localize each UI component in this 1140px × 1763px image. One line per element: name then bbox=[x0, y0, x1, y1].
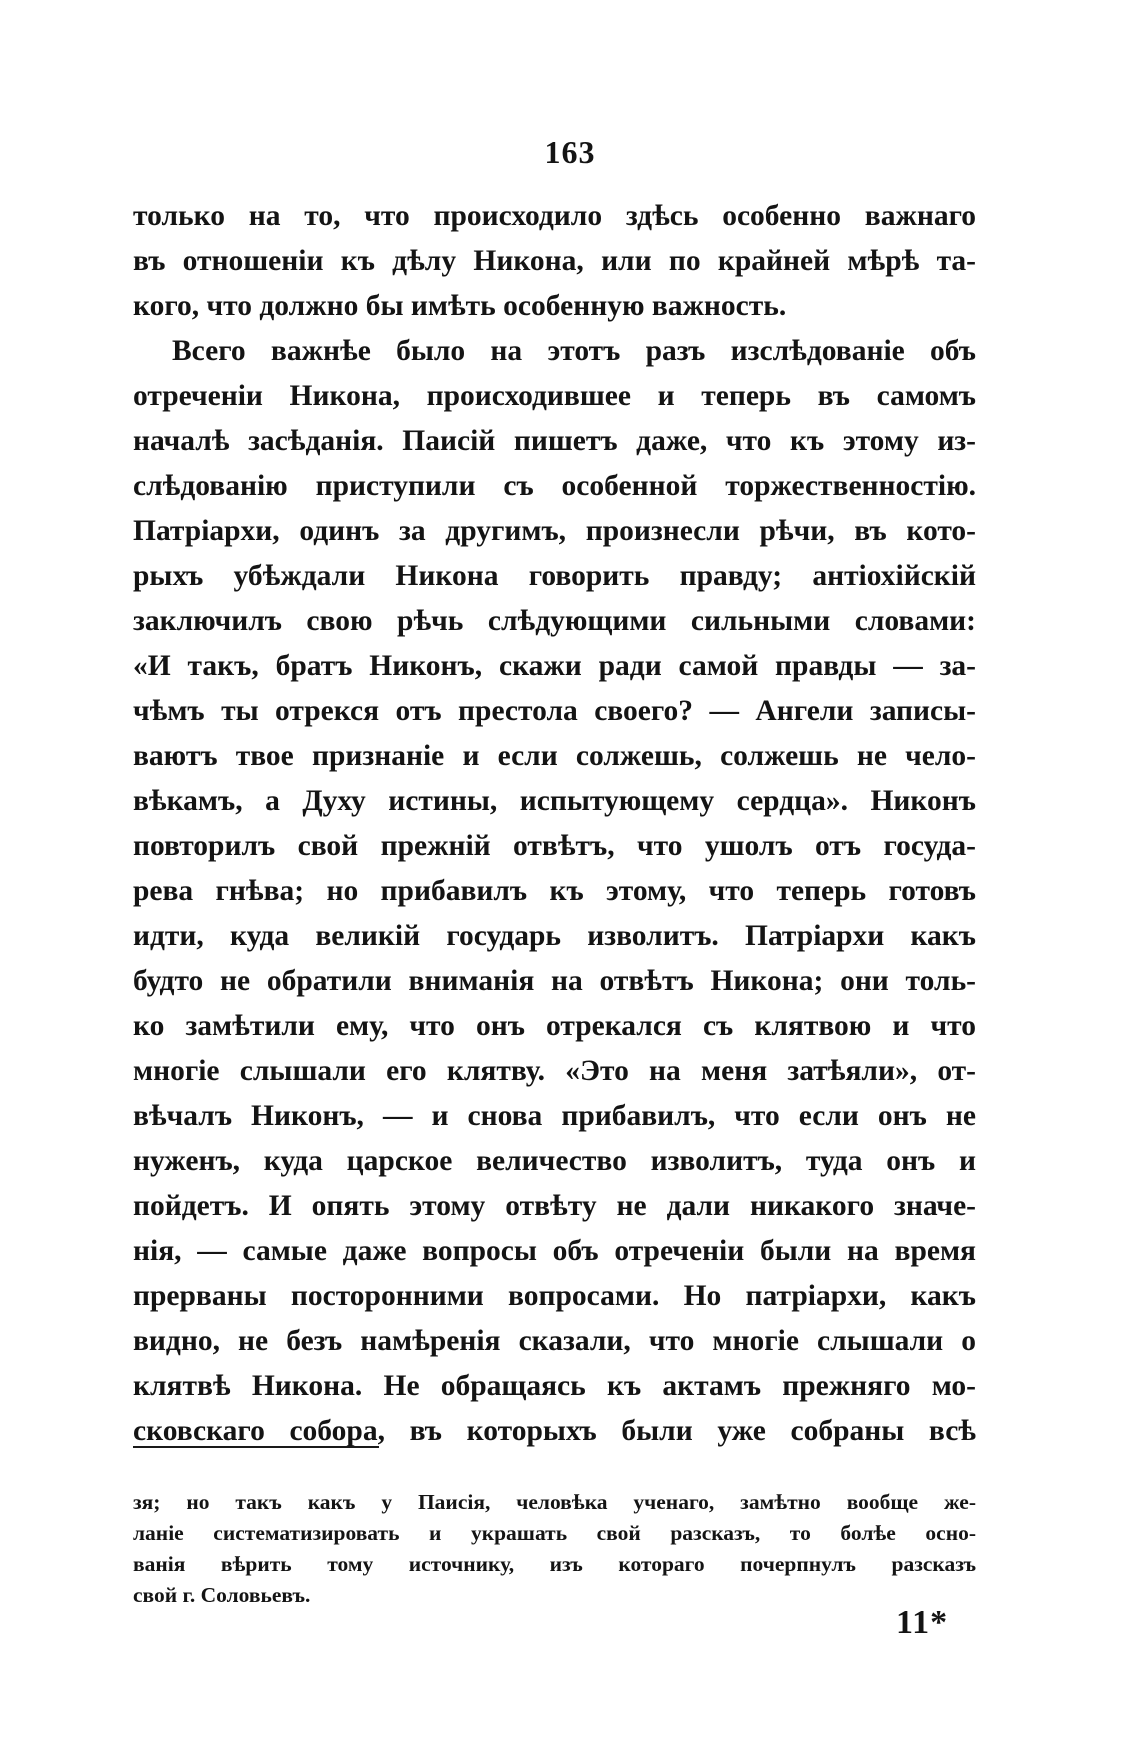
body-line: повторилъ свой прежній отвѣтъ, что ушолъ отъ госуда- bbox=[133, 830, 976, 862]
body-line: началѣ засѣданія. Паисій пишетъ даже, что къ этому из- bbox=[133, 425, 976, 457]
body-line: нуженъ, куда царское величество изволитъ, туда онъ и bbox=[133, 1145, 976, 1177]
body-line: нія, — самые даже вопросы объ отреченіи были на время bbox=[133, 1235, 976, 1267]
body-line: рыхъ убѣждали Никона говорить правду; антіохійскій bbox=[133, 560, 976, 592]
signature-mark: 11* bbox=[896, 1604, 949, 1641]
body-line: идти, куда великій государь изволитъ. Патріархи какъ bbox=[133, 920, 976, 952]
body-line: ваютъ твое признаніе и если солжешь, солжешь не чело- bbox=[133, 740, 976, 772]
body-line: въ отношеніи къ дѣлу Никона, или по крайней мѣрѣ та- bbox=[133, 245, 976, 277]
body-line: отреченіи Никона, происходившее и теперь въ самомъ bbox=[133, 380, 976, 412]
page-number: 163 bbox=[544, 134, 596, 170]
body-line: сковскаго собора, въ которыхъ были уже собраны всѣ bbox=[133, 1415, 976, 1447]
footnote-line: ванія вѣрить тому источнику, изъ котораго почерпнулъ разсказъ bbox=[133, 1552, 976, 1576]
body-line: клятвѣ Никона. Не обращаясь къ актамъ прежняго мо- bbox=[133, 1370, 976, 1402]
footnote-line: ланіе систематизировать и украшать свой разсказъ, то болѣе осно- bbox=[133, 1521, 976, 1545]
body-line: чѣмъ ты отрекся отъ престола своего? — Ангели записы- bbox=[133, 695, 976, 727]
body-line: Всего важнѣе было на этотъ разъ изслѣдованіе объ bbox=[172, 335, 976, 367]
body-line: ко замѣтили ему, что онъ отрекался съ клятвою и что bbox=[133, 1010, 976, 1042]
body-line: «И такъ, братъ Никонъ, скажи ради самой правды — за- bbox=[133, 650, 976, 682]
body-line: слѣдованію приступили съ особенной торжественностію. bbox=[133, 470, 976, 502]
footnote-line: зя; но такъ какъ у Паисія, человѣка ученаго, замѣтно вообще же- bbox=[133, 1490, 976, 1514]
body-line: вѣкамъ, а Духу истины, испытующему сердца». Никонъ bbox=[133, 785, 976, 817]
body-line: кого, что должно бы имѣть особенную важность. bbox=[133, 290, 787, 322]
body-line: будто не обратили вниманія на отвѣтъ Никона; они толь- bbox=[133, 965, 976, 997]
body-line: вѣчалъ Никонъ, — и снова прибавилъ, что если онъ не bbox=[133, 1100, 976, 1132]
body-line: многіе слышали его клятву. «Это на меня затѣяли», от- bbox=[133, 1055, 976, 1087]
body-line: видно, не безъ намѣренія сказали, что многіе слышали о bbox=[133, 1325, 976, 1357]
footnote-divider bbox=[133, 1446, 379, 1448]
body-line: только на то, что происходило здѣсь особенно важнаго bbox=[133, 200, 976, 232]
body-line: рева гнѣва; но прибавилъ къ этому, что теперь готовъ bbox=[133, 875, 976, 907]
footnote-line: свой г. Соловьевъ. bbox=[133, 1583, 311, 1607]
body-line: прерваны посторонними вопросами. Но патріархи, какъ bbox=[133, 1280, 976, 1312]
body-line: пойдетъ. И опять этому отвѣту не дали никакого значе- bbox=[133, 1190, 976, 1222]
body-line: Патріархи, одинъ за другимъ, произнесли рѣчи, въ кото- bbox=[133, 515, 976, 547]
body-line: заключилъ свою рѣчь слѣдующими сильными словами: bbox=[133, 605, 976, 637]
